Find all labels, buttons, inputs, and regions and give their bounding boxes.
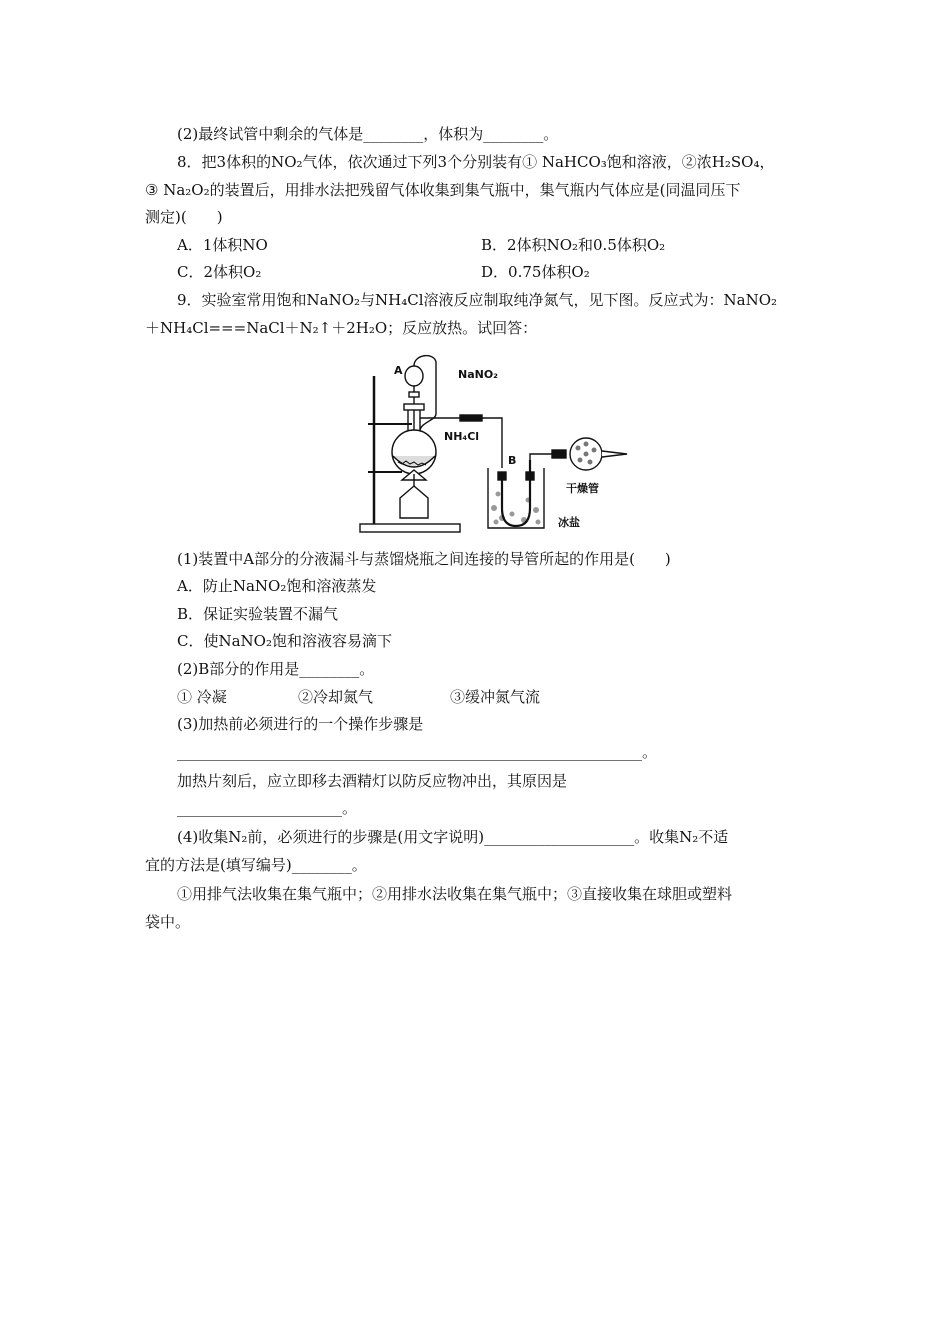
label-a: A [394,364,403,377]
q9-part1-option-a: A．防止NaNO₂饱和溶液蒸发 [177,577,377,595]
q9-part1: (1)装置中A部分的分液漏斗与蒸馏烧瓶之间连接的导管所起的作用是( ) [177,550,671,568]
q9-part4-line2: 宜的方法是(填写编号)________。 [145,856,367,874]
label-nh4cl: NH₄Cl [444,430,480,443]
q9-part3: (3)加热前必须进行的一个操作步骤是 [177,715,424,733]
q8-option-b: B．2体积NO₂和0.5体积O₂ [481,236,666,254]
q9-part2: (2)B部分的作用是________。 [177,660,375,678]
label-ice-salt: 冰盐 [558,516,580,529]
ice-salt-beaker [488,468,544,528]
q9-part3-b-blank: ______________________。 [177,799,358,817]
q9-part4-options-line1: ①用排气法收集在集气瓶中；②用排水法收集在集气瓶中；③直接收集在球胆或塑料 [177,885,733,903]
nitrogen-apparatus-figure [352,348,632,538]
stand-base [360,524,460,532]
alcohol-lamp [400,486,428,518]
separatory-funnel [405,366,423,386]
q9-part2-option-3: ③缓冲氮气流 [450,688,541,706]
q9-part1-option-b: B．保证实验装置不漏气 [177,605,339,623]
q9-part1-option-c: C．使NaNO₂饱和溶液容易滴下 [177,632,392,650]
q9-part3-b: 加热片刻后，应立即移去酒精灯以防反应物冲出，其原因是 [177,772,568,790]
q9-stem-line1: 9．实验室常用饱和NaNO₂与NH₄Cl溶液反应制取纯净氮气，见下图。反应式为：NaNO₂ [177,291,778,309]
q8-option-d: D．0.75体积O₂ [481,263,590,281]
q9-part2-option-2: ②冷却氮气 [298,688,374,706]
q9-stem-line2: ＋NH₄Cl===NaCl＋N₂↑＋2H₂O；反应放热。试回答： [145,319,538,337]
q8-option-c: C．2体积O₂ [177,263,262,281]
q8-stem-line1: 8．把3体积的NO₂气体，依次通过下列3个分别装有① NaHCO₃饱和溶液，②浓H₂SO₄， [177,153,775,171]
q8-stem-line2: ③ Na₂O₂的装置后，用排水法把残留气体收集到集气瓶中，集气瓶内气体应是(同温同压下 [145,181,741,199]
q7-part2: (2)最终试管中剩余的气体是________，体积为________。 [177,125,559,143]
label-b: B [508,454,517,467]
q8-option-a: A．1体积NO [177,236,268,254]
q8-stem-line3: 测定)( ) [145,208,223,226]
label-nano2: NaNO₂ [458,368,499,381]
label-dryer: 干燥管 [566,482,599,495]
q9-part4-options-line2: 袋中。 [145,913,191,931]
q9-part2-option-1: ① 冷凝 [177,688,227,706]
q9-part3-blank: ______________________________________________________________。 [177,743,658,761]
q9-part4-line1: (4)收集N₂前，必须进行的步骤是(用文字说明)____________________。收集N₂不适 [177,828,729,846]
